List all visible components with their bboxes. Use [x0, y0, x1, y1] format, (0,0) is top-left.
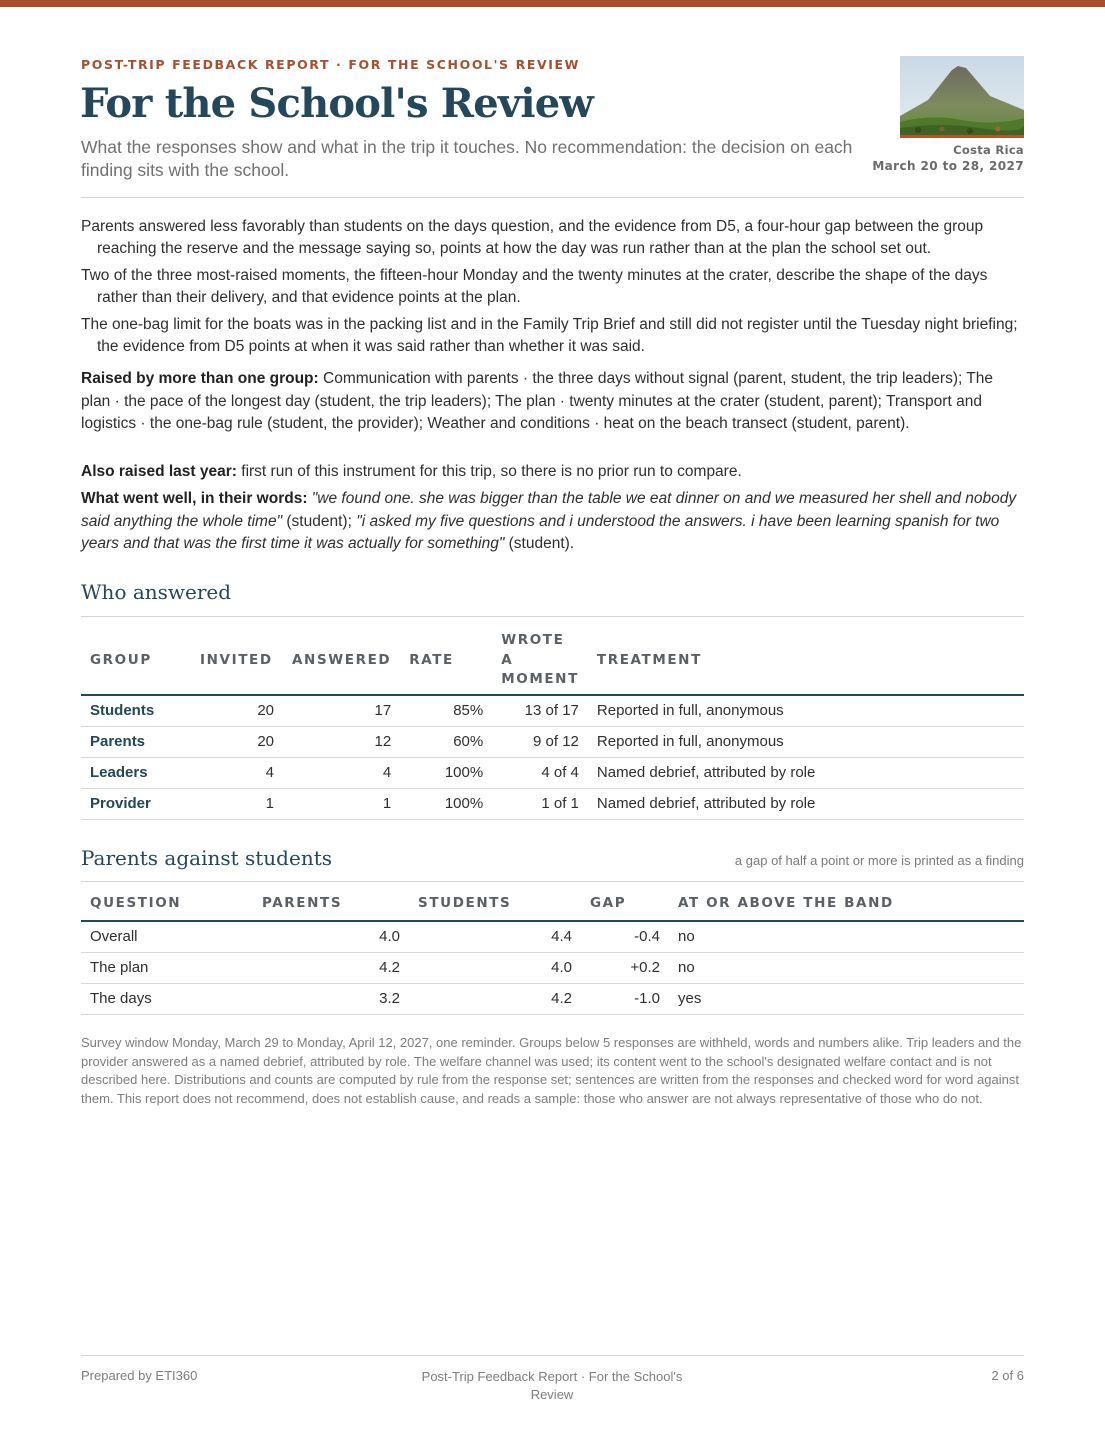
treatment-cell: Reported in full, anonymous: [588, 726, 1024, 757]
went-well-quote: "i asked my five questions and i understood the answers. i have been learning spanish for two years and that was the first time it was actually for something": [81, 512, 1000, 552]
table-row: [81, 983, 1024, 1014]
table-row: [81, 788, 1024, 819]
parents-vs-students-table: [81, 888, 1024, 1015]
column-header: QUESTION: [90, 895, 182, 912]
header-divider: [81, 197, 1024, 198]
footer-report-title: Post-Trip Feedback Report · For the School's Review: [421, 1369, 683, 1402]
last-year-label: Also raised last year:: [81, 463, 237, 480]
finding-item: Two of the three most-raised moments, the fifteen-hour Monday and the twenty minutes at the crater, describe the shape of the days rather than their delivery, and that evidence points at the plan.: [81, 267, 988, 306]
section-divider: [81, 616, 1024, 617]
column-header: GROUP: [90, 651, 152, 668]
top-accent-bar: [0, 0, 1105, 7]
destination-label: Costa Rica: [953, 143, 1024, 157]
gap-cell: -1.0: [581, 983, 669, 1014]
wrote-moment-cell: 4 of 4: [492, 757, 588, 788]
who-answered-heading: Who answered: [81, 580, 232, 604]
table-header-row: [81, 888, 1024, 921]
question-cell: Overall: [81, 921, 253, 952]
raised-text: Communication with parents · the three days without signal (parent, student, the trip leaders); The plan · the pace of the longest day (student, the trip leaders); The plan · twenty minutes at the crater (student, parent); Transport and logistics · the one-bag rule (student, the provider); Weather and conditions · heat on the beach transect (student, parent).: [81, 370, 994, 432]
parents-score-cell: 4.0: [253, 921, 409, 952]
table-row: [81, 695, 1024, 726]
treatment-cell: Named debrief, attributed by role: [588, 757, 1024, 788]
table-row: [81, 921, 1024, 952]
footer-prepared-by: Prepared by ETI360: [81, 1368, 198, 1383]
page-number: 2 of 6: [991, 1368, 1024, 1383]
question-cell: The plan: [81, 952, 253, 983]
table-row: [81, 726, 1024, 757]
parents-score-cell: 4.2: [253, 952, 409, 983]
gap-band-note: a gap of half a point or more is printed as a finding: [734, 853, 1024, 868]
table-header-row: [81, 627, 1024, 695]
rate-cell: 85%: [400, 695, 492, 726]
rate-cell: 60%: [400, 726, 492, 757]
question-cell: The days: [81, 983, 253, 1014]
answered-cell: 17: [283, 695, 400, 726]
students-score-cell: 4.4: [409, 921, 581, 952]
column-header: ANSWERED: [292, 651, 392, 668]
rate-cell: 100%: [400, 788, 492, 819]
gap-cell: -0.4: [581, 921, 669, 952]
rate-cell: 100%: [400, 757, 492, 788]
group-cell: Parents: [81, 726, 191, 757]
quote-attribution: (student).: [504, 535, 575, 552]
group-cell: Students: [81, 695, 191, 726]
report-eyebrow: POST-TRIP FEEDBACK REPORT · FOR THE SCHOOL'S REVIEW: [81, 57, 581, 72]
trip-dates: March 20 to 28, 2027: [872, 159, 1024, 173]
invited-cell: 1: [191, 788, 283, 819]
wrote-moment-cell: 9 of 12: [492, 726, 588, 757]
answered-cell: 1: [283, 788, 400, 819]
wrote-moment-cell: 1 of 1: [492, 788, 588, 819]
column-header: RATE: [409, 651, 454, 668]
went-well-quote: "we found one. she was bigger than the table we eat dinner on and we measured her shell and nobody said anything the whole time": [81, 490, 1017, 530]
invited-cell: 20: [191, 726, 283, 757]
page-title: For the School's Review: [80, 80, 594, 127]
quote-attribution: (student);: [282, 512, 357, 530]
went-well-label: What went well, in their words:: [81, 490, 308, 507]
section-divider: [81, 881, 1024, 882]
column-header: STUDENTS: [418, 895, 512, 912]
what-went-well: [81, 488, 1024, 556]
students-score-cell: 4.0: [409, 952, 581, 983]
parents-score-cell: 3.2: [253, 983, 409, 1014]
raised-by-multiple-groups: [81, 368, 1024, 436]
finding-item: The one-bag limit for the boats was in the packing list and in the Family Trip Brief and still did not register until the Tuesday night briefing; the evidence from D5 points at when it was said rather than whether it was said.: [81, 316, 1018, 355]
column-header: INVITED: [200, 651, 273, 668]
invited-cell: 20: [191, 695, 283, 726]
table-row: [81, 952, 1024, 983]
destination-photo: [900, 56, 1024, 138]
treatment-cell: Named debrief, attributed by role: [588, 788, 1024, 819]
column-header: TREATMENT: [596, 651, 702, 668]
column-header: PARENTS: [262, 895, 343, 912]
column-header: WROTE A MOMENT: [501, 632, 579, 688]
answered-cell: 4: [283, 757, 400, 788]
column-header: AT OR ABOVE THE BAND: [678, 895, 894, 912]
students-score-cell: 4.2: [409, 983, 581, 1014]
band-cell: no: [669, 921, 1024, 952]
who-answered-table: [81, 627, 1024, 820]
methodology-note: Survey window Monday, March 29 to Monday, April 12, 2027, one reminder. Groups below 5 responses are withheld, words and numbers alike. Trip leaders and the provider answered as a named debrief, attributed by role. The welfare channel was used; its content went to the school's designated welfare contact and is not described here. Distributions and counts are computed by rule from the response set; sentences are written from the responses and checked word for word against them. This report does not recommend, does not establish cause, and reads a sample: those who answer are not always representative of those who do not.: [81, 1035, 1022, 1106]
band-cell: no: [669, 952, 1024, 983]
answered-cell: 12: [283, 726, 400, 757]
page-subtitle: What the responses show and what in the trip it touches. No recommendation: the decision on each finding sits with the school.: [81, 137, 853, 180]
treatment-cell: Reported in full, anonymous: [588, 695, 1024, 726]
band-cell: yes: [669, 983, 1024, 1014]
table-row: [81, 757, 1024, 788]
last-year-text: first run of this instrument for this trip, so there is no prior run to compare.: [241, 463, 742, 480]
raised-label: Raised by more than one group:: [81, 370, 319, 387]
wrote-moment-cell: 13 of 17: [492, 695, 588, 726]
group-cell: Provider: [81, 788, 191, 819]
gap-cell: +0.2: [581, 952, 669, 983]
also-raised-last-year: [81, 461, 1024, 484]
parents-vs-students-heading: Parents against students: [81, 846, 333, 870]
findings-list: [81, 216, 1024, 363]
column-header: GAP: [590, 895, 627, 912]
invited-cell: 4: [191, 757, 283, 788]
finding-item: Parents answered less favorably than students on the days question, and the evidence from D5, a four-hour gap between the group reaching the reserve and the message saying so, points at how the day was run rather than at the plan the school set out.: [81, 218, 984, 257]
footer-divider: [81, 1355, 1024, 1356]
group-cell: Leaders: [81, 757, 191, 788]
